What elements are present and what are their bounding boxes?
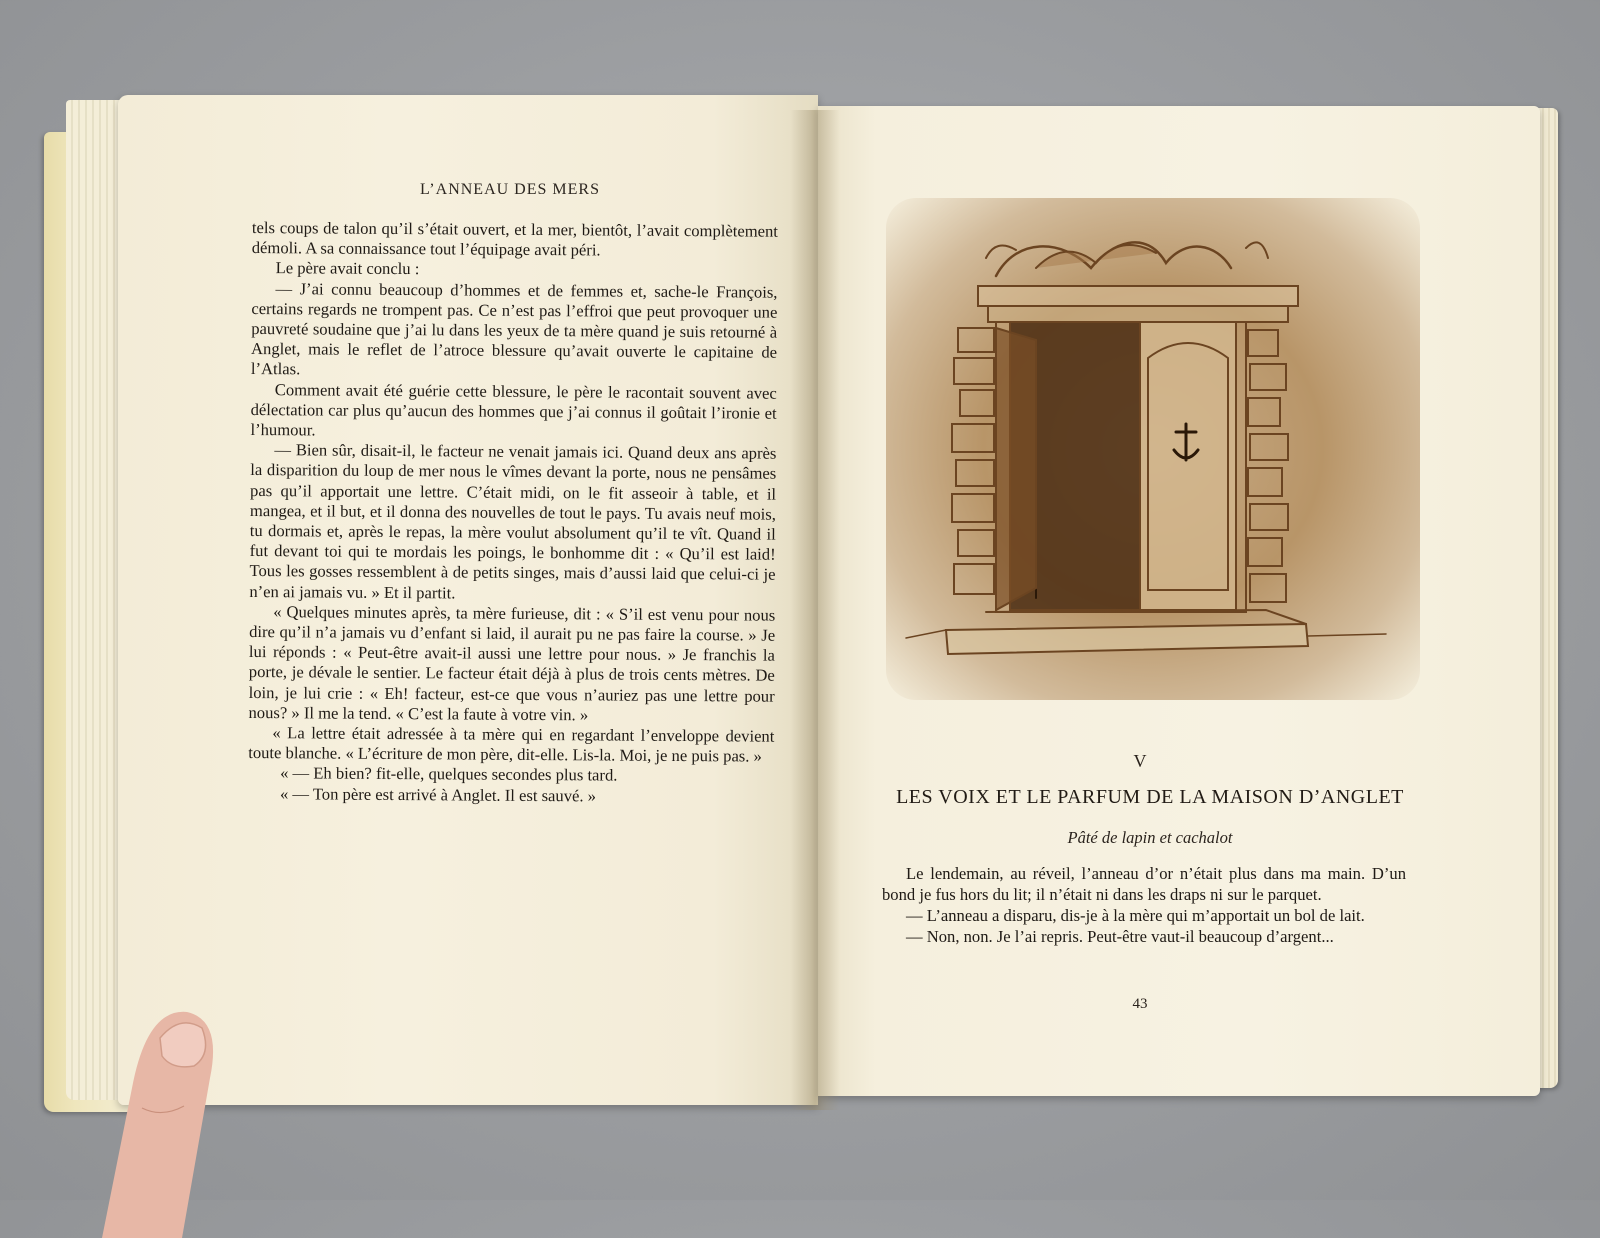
left-page-text bbox=[248, 218, 778, 808]
paragraph: Le père avait conclu : bbox=[275, 258, 420, 279]
paragraph: — L’anneau a disparu, dis-je à la mère qui m’apportait un bol de lait. bbox=[906, 906, 1365, 925]
book-gutter bbox=[790, 110, 840, 1110]
door-illustration bbox=[886, 198, 1420, 700]
paragraph: tels coups de talon qu’il s’était ouvert, et la mer, bientôt, l’avait complètement démoli. A sa connaissance tout l’équipage avait péri. bbox=[251, 218, 778, 260]
chapter-number: V bbox=[1133, 751, 1147, 771]
right-page-text bbox=[882, 863, 1406, 947]
paragraph: « — Eh bien? fit-elle, quelques secondes plus tard. bbox=[280, 763, 618, 786]
paragraph: « — Ton père est arrivé à Anglet. Il est sauvé. » bbox=[279, 783, 597, 806]
page-number: 43 bbox=[1132, 996, 1148, 1012]
chapter-title: LES VOIX ET LE PARFUM DE LA MAISON D’ANGLET bbox=[896, 786, 1404, 808]
finger-image bbox=[72, 998, 222, 1238]
paragraph: « Quelques minutes après, ta mère furieuse, dit : « S’il est venu pour nous dire qu’il n’a jamais vu d’enfant si laid, il aurait pu ne pas faire la course. » Je lui réponds : « Peut-être avait-il aussi une lettre pour nous. » Je franchis la porte, je dévale le sentier. Le facteur était déjà à plus de trois cents mètres. De loin, je lui crie : « Eh! facteur, est-ce que vous n’auriez pas une lettre pour nous? » Il me la tend. « C’est la faute à votre vin. » bbox=[248, 602, 776, 725]
paragraph: — J’ai connu beaucoup d’hommes et de femmes et, sache-le François, certains regards ne trompent pas. Ce n’est pas l’effroi que peut provoquer une pauvreté soudaine que j’ai lu dans les yeux de ta mère quand je suis retourné à Anglet, mais le reflet de l’atroce blessure qu’avait ouverte le capitaine de l’Atlas. bbox=[250, 278, 778, 379]
paragraph: Le lendemain, au réveil, l’anneau d’or n’était plus dans ma main. D’un bond je fus hors du lit; il n’était ni dans les draps ni sur le parquet. bbox=[882, 864, 1406, 904]
paragraph: — Bien sûr, disait-il, le facteur ne venait jamais ici. Quand deux ans après la disparition du loup de mer nous le vîmes devant la porte, nous ne pensâmes pas qu’il apportait une lettre. C’était midi, on le fit asseoir à table, et il mangea, et il but, et il donna des nouvelles de tout le pays. Tu avais neuf mois, tu dormais et, après le repas, la mère voulut absolument qu’il te vît. Quand il fut devant toi qui te mordais les poings, le bonhomme dit : « Qu’il est laid! Tous les gosses ressemblent à de petits singes, mais d’aussi laid que celui-ci je n’en ai jamais vu. » Et il partit. bbox=[249, 440, 777, 603]
paragraph: — Non, non. Je l’ai repris. Peut-être vaut-il beaucoup d’argent... bbox=[906, 927, 1334, 946]
paragraph: Comment avait été guérie cette blessure, le père le racontait souvent avec délectation car plus qu’aucun des hommes que j’ai connus il goûtait l’ironie et l’humour. bbox=[250, 379, 777, 440]
chapter-subtitle: Pâté de lapin et cachalot bbox=[1067, 828, 1233, 847]
paragraph: « La lettre était adressée à ta mère qui en regardant l’enveloppe devient toute blanche. « L’écriture de mon père, dit-elle. Lis-la. Moi, je ne puis pas. » bbox=[248, 723, 775, 766]
running-head: L’ANNEAU DES MERS bbox=[420, 181, 600, 198]
